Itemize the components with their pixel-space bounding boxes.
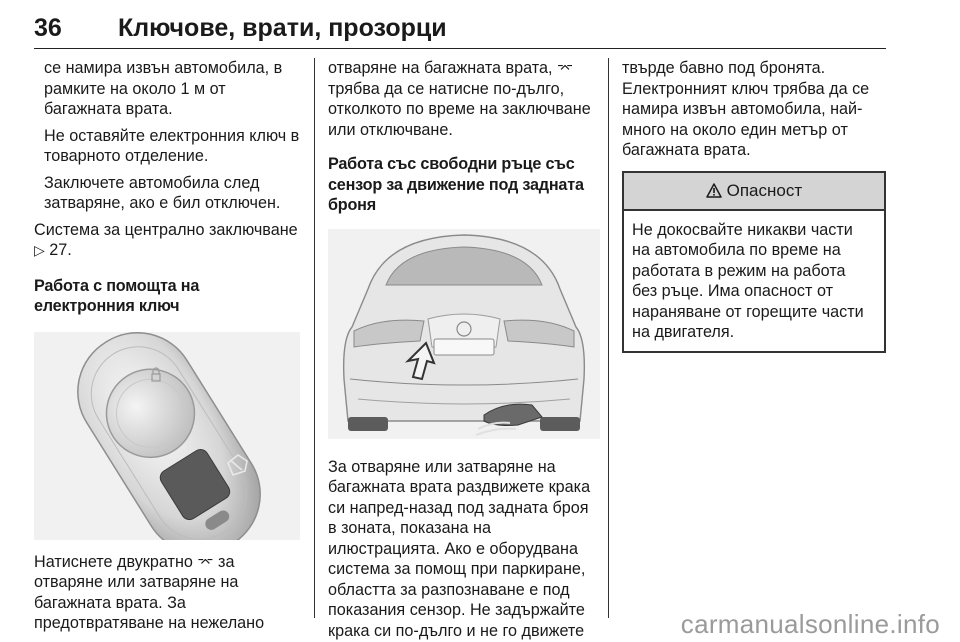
page-reference[interactable]: 27. — [49, 241, 72, 259]
central-locking-text: Система за централно заключване — [34, 220, 298, 239]
heading-electronic-key: Работа с помощта на електронния ключ — [34, 276, 200, 315]
car-rear-drawing — [328, 229, 600, 439]
double-press-text-a: Натиснете двукратно — [34, 552, 193, 571]
column-divider-2 — [608, 58, 609, 618]
warning-header — [624, 173, 884, 211]
paragraph-foot-motion: За отваряне или затваряне на багажната врата раздвижете крака си напред-назад под задната броя в зоната, показана на илюстрацията. Ако е оборудвана система за помощ при паркиране, областта за разпознаване е под показания сензор. Не задържайте крака си по-дълго и не го движете — [328, 457, 591, 640]
car-rear-illustration — [328, 229, 600, 439]
column-divider-1 — [314, 58, 315, 618]
column-2 — [328, 58, 600, 641]
page-number: 36 — [34, 14, 62, 42]
double-press-text-b: за отваряне или затваряне на багажната врата. За предотвратяване на нежелано — [34, 552, 265, 632]
long-press-text-b: трябва да се натисне по-дълго, отколкото по време на заключване или отключване. — [328, 79, 591, 139]
warning-box — [622, 171, 886, 353]
watermark: carmanualsonline.info — [680, 609, 940, 639]
section-title: Ключове, врати, прозорци — [118, 14, 447, 42]
paragraph-central-locking-ref — [34, 220, 300, 261]
paragraph-long-press — [328, 58, 600, 140]
key-fob-drawing — [34, 332, 300, 540]
long-press-text-a: отваряне на багажната врата, — [328, 59, 553, 77]
paragraph-no-key-in-trunk: Не оставяйте електронния ключ в товарното отделение. — [44, 126, 300, 165]
page-header — [34, 8, 886, 49]
column-1 — [34, 58, 300, 634]
warning-text: Не докосвайте никакви части на автомобила по време на работата в режим на работа без ръце. Има опасност от нараняване от горещите части на двигателя. — [632, 220, 864, 341]
key-fob-illustration — [34, 332, 300, 540]
reference-arrow-icon: ▷ — [34, 242, 45, 258]
warning-title: Опасност — [726, 180, 803, 200]
tailgate-icon: ⌤ — [197, 553, 214, 570]
paragraph-lock-after-close: Заключете автомобила след затваряне, ако е бил отключен. — [44, 173, 281, 212]
warning-triangle-icon — [706, 183, 722, 198]
column-3 — [622, 58, 886, 353]
tailgate-icon: ⌤ — [557, 60, 574, 76]
paragraph-key-location: се намира извън автомобила, в рамките на около 1 м от багажната врата. — [44, 59, 283, 118]
paragraph-key-range: твърде бавно под бронята. Електронният ключ трябва да се намира извън автомобила, най-много на около един метър от багажната врата. — [622, 59, 870, 159]
heading-hands-free: Работа със свободни ръце със сензор за движение под задната броня — [328, 155, 584, 214]
paragraph-double-press — [34, 552, 300, 634]
